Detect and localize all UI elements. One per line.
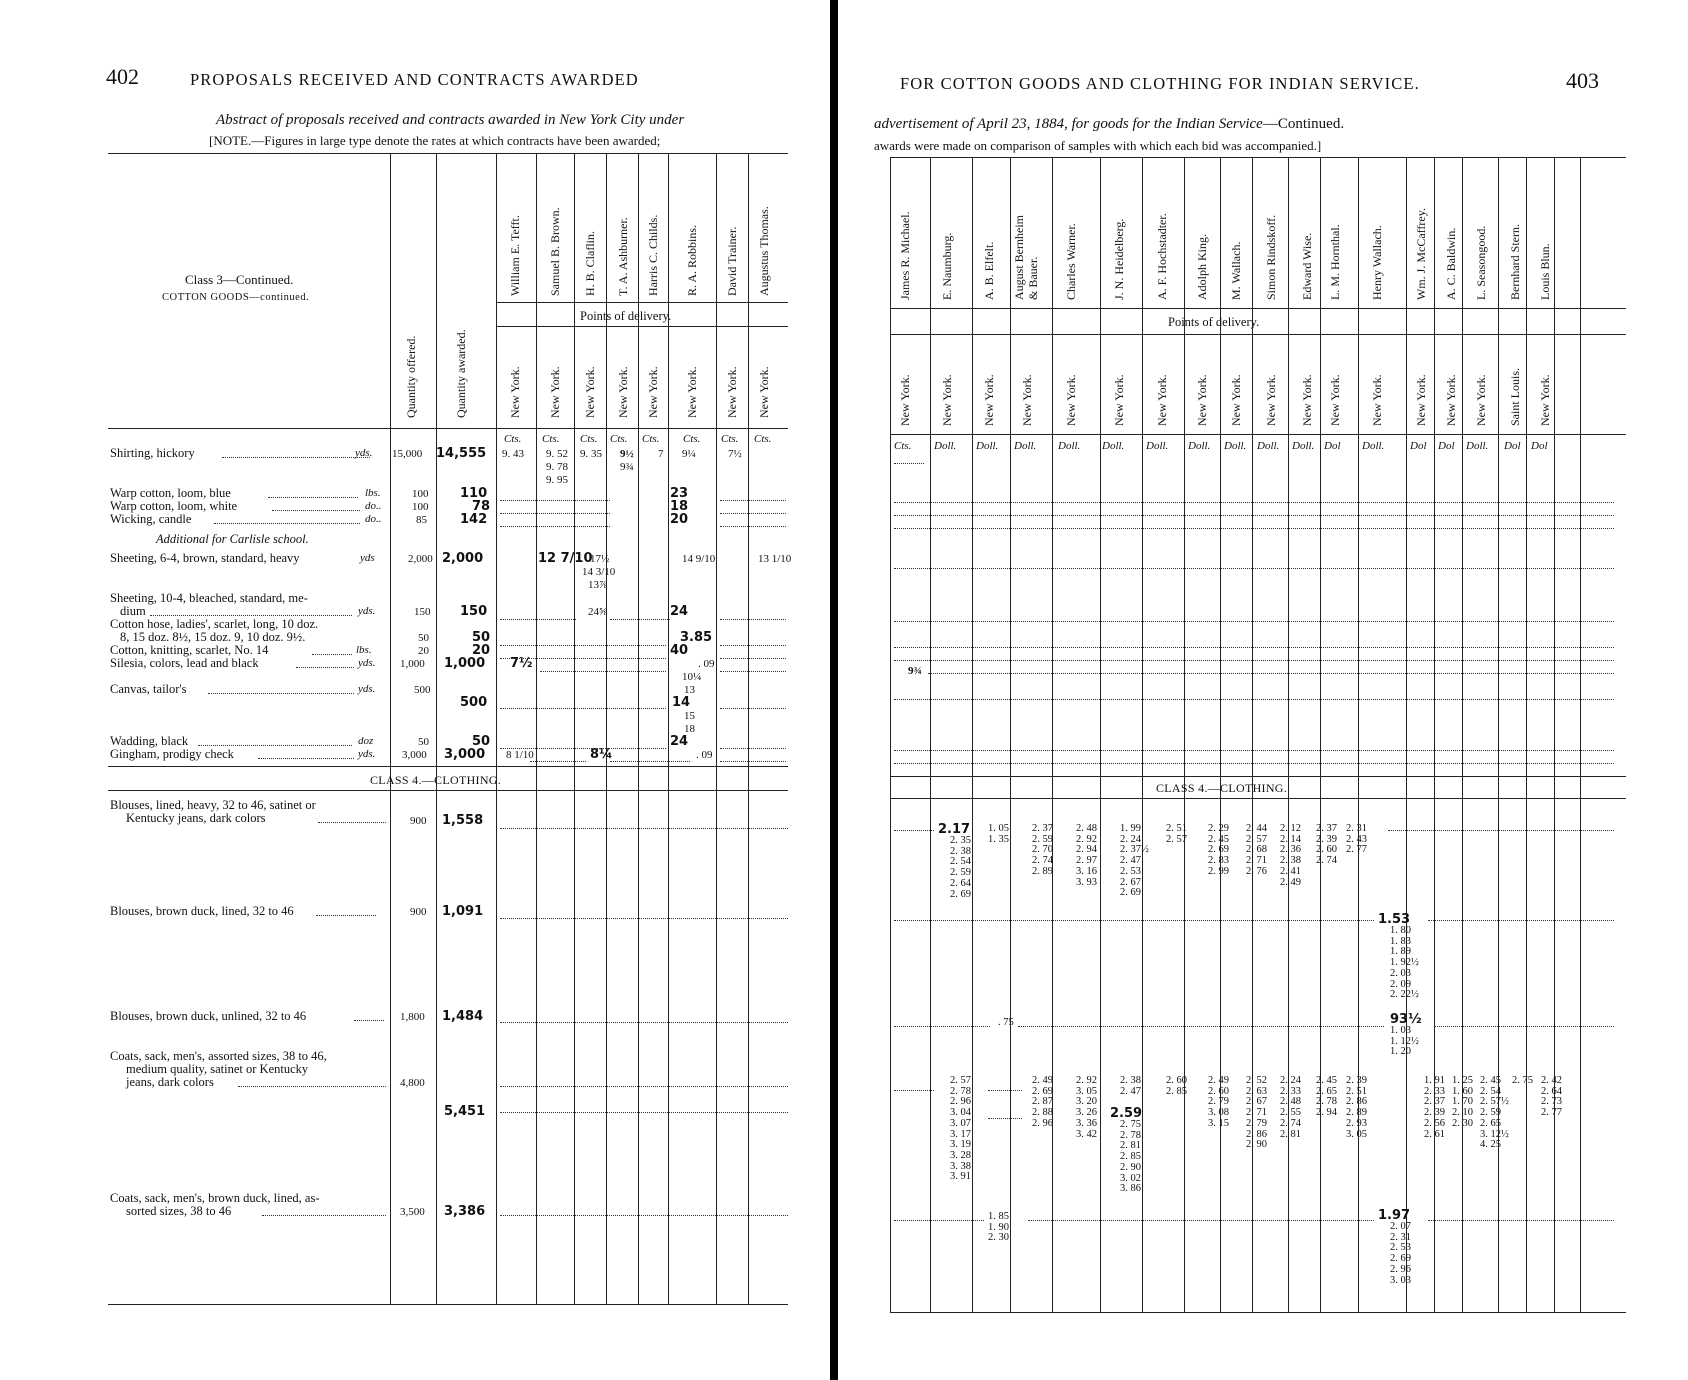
bidder-name: Henry Wallach. [1370,225,1384,300]
unit-header: Cts. [721,433,739,445]
bidder-name: L. M. Hornthal. [1328,224,1342,300]
delivery-point: New York. [982,374,996,426]
bidder-name: A. B. Elfelt. [982,241,996,300]
unit-header: Doll. [1146,440,1169,452]
unit-header: Cts. [642,433,660,445]
delivery-point: Saint Louis. [1508,367,1522,426]
column-rule [1462,157,1463,1312]
delivery-point: New York. [646,366,660,418]
column-rule [1220,157,1221,1312]
unit-header: Doll. [1014,440,1037,452]
column-rule [1142,157,1143,1312]
delivery-point: New York. [1300,374,1314,426]
unit-header: Cts. [580,433,598,445]
bidder-name: R. A. Robbins. [685,224,699,296]
bidder-name: Charles Warner. [1064,223,1078,300]
qty-offered-header: Quantity offered. [404,335,418,418]
running-head: FOR COTTON GOODS AND CLOTHING FOR INDIAN SERVICE. [900,74,1420,93]
delivery-point: New York. [1264,374,1278,426]
bidder-name: T. A. Ashburner. [616,217,630,296]
column-rule [1320,157,1321,1312]
bidder-name: H. B. Claflin. [583,231,597,296]
points-of-delivery: Points of delivery. [580,309,672,323]
unit-header: Cts. [683,433,701,445]
bidder-name: M. Wallach. [1229,241,1243,300]
column-rule [1184,157,1185,1312]
note: awards were made on comparison of samples with which each bid was accompanied.] [874,138,1322,153]
page-number: 402 [106,64,139,89]
delivery-point: New York. [725,366,739,418]
column-rule [972,157,973,1312]
unit-header: Cts. [610,433,628,445]
bidder-name: Augustus Thomas. [757,206,771,296]
note: [NOTE.—Figures in large type denote the rates at which contracts have been awarded; [209,133,661,148]
bidder-name: A. F. Hochstadter. [1155,213,1169,300]
bidder-name: August Bernheim [1012,215,1026,300]
unit-header: Dol [1410,440,1427,452]
unit-header: Cts. [894,440,912,452]
bidder-name: Adolph King. [1195,234,1209,300]
column-rule [1406,157,1407,1312]
unit-header: Cts. [542,433,560,445]
delivery-point: New York. [1328,374,1342,426]
bidder-name: E. Naumburg. [940,232,954,300]
delivery-point: New York. [898,374,912,426]
running-head: PROPOSALS RECEIVED AND CONTRACTS AWARDED [190,70,639,89]
left-page: 402 PROPOSALS RECEIVED AND CONTRACTS AWARDED Abstract of proposals received and contracts awarded in New York City under [NOTE.—Figures in large type denote the rates at which contracts have been awarded; Class 3—Continued. COTTON GOODS—continued. Quantity offered. Quantity awarded. William E. Tefft. Samuel B. Brown. H. B. Claflin. T. A. Ashburner. Harris C. Childs. R. A. Robbins. David Trainer. Augustus Thomas. Points of delivery. New York. New York. New York. New York. New York. New York. New York. New York. Cts. Cts. Cts. Cts. Cts. Cts. Cts. Cts. Shirting, hickory yds. 15,000 14,555 9. 43 9. 52 9. 78 9. 95 9. 35 9½ 9¾ 7 9¼ 7½ Warp cotton, loom, blue lbs. 100 110 23 Warp cotton, loom, white do.. 100 78 18 Wicking, candle do.. 85 142 20 Additional for Carlisle school. Sheeting, 6-4, brown, standard, heavy yds 2,000 2,000 12 7/10 17½ 14 3/10 13⅞ 14 9/10 13 1/10 Sheeting, 10-4, bleached, standard, me- dium yds. 150 150 24⅝ 24 Cotton hose, ladies', scarlet, long, 10 doz. 8, 15 doz. 8½, 15 doz. 9, 10 doz. 9½. 50 50 3.85 Cotton, knitting, scarlet, No. 14 lbs. 20 20 40 Silesia, colors, lead and black yds. 1,000 1,000 7½ . 09 10¼ 13 Canvas, tailor's yds. 500 500 14 15 18 Wadding, black doz 50 50 24 Gingham, prodigy check yds. 3,000 3,000 8 1/10 8¼ . 09 CLASS 4.—CLOTHING. Blouses, lined, heavy, 32 to 46, satinet or Kentucky jeans, dark colors 900 1,558 Blouses, brown duck, lined, 32 to 46 900 1,091 Blouses, brown duck, unlined, 32 to 46 1,800 1,484 Coats, sack, men's, assorted sizes, 38 to 46, medium quality, satinet or Kentucky jeans, dark colors 4,800 5,451 Coats, sack, men's, brown duck, lined, as- sorted sizes, 38 to 46 3,500 3,386 [0,0,830,1380]
delivery-point: New York. [757,366,771,418]
subtitle: Abstract of proposals received and contracts awarded in New York City under [216,112,685,128]
delivery-point: New York. [616,366,630,418]
bidder-name: L. Seasongood. [1474,225,1488,300]
unit-header: Doll. [1257,440,1280,452]
delivery-point: New York. [1474,374,1488,426]
column-rule [1100,157,1101,1312]
bidder-name: Bernhard Stern. [1508,224,1522,300]
unit-header: Dol [1438,440,1455,452]
right-page: FOR COTTON GOODS AND CLOTHING FOR INDIAN SERVICE. 403 advertisement of April 23, 1884, for goods for the Indian Service—Continued. awards were made on comparison of samples with which each bid was accompanied.] James R. Michael. E. Naumburg. A. B. Elfelt. August Bernheim & Bauer. Charles Warner. J. N. Heidelberg. A. F. Hochstadter. Adolph King. M. Wallach. Simon Rindskoff. Edward Wise. L. M. Hornthal. Henry Wallach. Wm. J. McCaffrey. A. C. Baldwin. L. Seasongood. Bernhard Stern. Louis Blun. Points of delivery. New York. New York. New York. New York. New York. New York. New York. New York. New York. New York. New York. New York. New York. New York. New York. New York. Saint Louis. New York. Cts. Doll. Doll. Doll. Doll. Doll. Doll. Doll. Doll. Doll. Doll. Dol Doll. Dol Dol Doll. Dol Dol 9¾ CLASS 4.—CLOTHING. 2.17 2. 35 2. 38 2. 54 2. 59 2. 64 2. 69 1. 05 1. 35 2. 37 2. 59 2. 70 2. 74 2. 89 2. 48 2. 92 2. 94 2. 97 3. 16 3. 93 1. 99 2. 24 2. 37½ 2. 47 2. 53 2. 67 2. 69 2. 51 2. 57 2. 29 2. 45 2. 69 2. 83 2. 99 2. 44 2. 57 2. 68 2. 71 2. 76 2. 12 2. 14 2. 36 2. 38 2. 41 2. 49 2. 37 2. 39 2. 60 2. 74 2. 31 2. 43 2. 77 1.53 1. 80 1. 83 1. 89 1. 92½ 2. 03 2. 09 2. 22½ . 75 93½ 1. 03 1. 12½ 1. 20 2. 57 2. 78 2. 96 3. 04 3. 07 3. 17 3. 19 3. 28 3. 38 3. 91 2. 49 2. 69 2. 87 2. 88 2. 96 2. 92 3. 05 3. 20 3. 26 3. 36 3. 42 2. 38 2. 47 2.59 2. 75 2. 78 2. 81 2. 85 2. 90 3. 02 3. 86 2. 60 2. 85 2. 49 2. 60 2. 79 3. 08 3. 15 2. 52 2. 63 2. 67 2. 71 2. 79 2. 86 2. 90 2. 24 2. 33 2. 48 2. 55 2. 74 2. 81 2. 45 2. 65 2. 78 2. 94 2. 39 2. 51 2. 86 2. 89 2. 93 3. 05 1. 91 2. 33 2. 37 2. 39 2. 56 2. 61 1. 25 1. 60 1. 70 2. 10 2. 30 2. 45 2. 54 2. 57½ 2. 59 2. 65 3. 12½ 4. 25 2. 75 2. 42 2. 64 2. 73 2. 77 1. 85 1. 90 2. 30 1.97 2. 07 2. 31 2. 53 2. 69 2. 96 3. 03 [838,0,1688,1380]
bidder-name: Edward Wise. [1300,232,1314,300]
delivery-point: New York. [940,374,954,426]
unit-header: Doll. [1102,440,1125,452]
unit-header: Cts. [754,433,772,445]
points-of-delivery: Points of delivery. [1168,315,1260,329]
unit-header: Doll. [1058,440,1081,452]
unit-header: Doll. [1224,440,1247,452]
class-heading: Class 3—Continued. [185,272,294,287]
bidder-name: & Bauer. [1026,256,1040,300]
delivery-point: New York. [685,366,699,418]
bidder-name: William E. Tefft. [508,215,522,296]
delivery-point: New York. [1444,374,1458,426]
class4-heading: CLASS 4.—CLOTHING. [370,773,502,787]
unit-header: Doll. [1466,440,1489,452]
delivery-point: New York. [1064,374,1078,426]
bidder-name: Simon Rindskoff. [1264,214,1278,300]
delivery-point: New York. [1538,374,1552,426]
unit-header: Doll. [1362,440,1385,452]
column-rule [930,157,931,1312]
bidder-name: A. C. Baldwin. [1444,227,1458,300]
bidder-name: James R. Michael. [898,211,912,300]
delivery-point: New York. [548,366,562,418]
bidder-name: Harris C. Childs. [646,214,660,296]
subtitle: advertisement of April 23, 1884, for goods for the Indian Service—Continued. [874,116,1345,132]
bidder-name: Wm. J. McCaffrey. [1414,208,1428,300]
column-rule [1052,157,1053,1312]
unit-header: Dol [1504,440,1521,452]
class-subheading: COTTON GOODS—continued. [162,292,310,303]
delivery-point: New York. [1370,374,1384,426]
column-rule [1554,157,1555,1312]
delivery-point: New York. [583,366,597,418]
additional-heading: Additional for Carlisle school. [156,532,309,546]
column-rule [890,157,891,1312]
unit-header: Dol [1531,440,1548,452]
delivery-point: New York. [1195,374,1209,426]
delivery-point: New York. [1229,374,1243,426]
qty-awarded-header: Quantity awarded. [454,329,468,418]
delivery-point: New York. [508,366,522,418]
class4-heading: CLASS 4.—CLOTHING. [1156,781,1288,795]
delivery-point: New York. [1414,374,1428,426]
delivery-point: New York. [1155,374,1169,426]
bidder-name: David Trainer. [725,226,739,296]
column-rule [1580,157,1581,1312]
unit-header: Doll. [976,440,999,452]
column-rule [1526,157,1527,1312]
page-number: 403 [1566,68,1599,93]
bidder-name: J. N. Heidelberg. [1112,218,1126,300]
delivery-point: New York. [1112,374,1126,426]
michael-silesia-bid: 9¾ [908,665,922,677]
unit-header: Cts. [504,433,522,445]
unit-header: Dol [1324,440,1341,452]
delivery-point: New York. [1020,374,1034,426]
unit-header: Doll. [1188,440,1211,452]
bidder-name: Louis Blun. [1538,243,1552,300]
unit-header: Doll. [1292,440,1315,452]
bidder-name: Samuel B. Brown. [548,207,562,296]
unit-header: Doll. [934,440,957,452]
column-rule [1010,157,1011,1312]
